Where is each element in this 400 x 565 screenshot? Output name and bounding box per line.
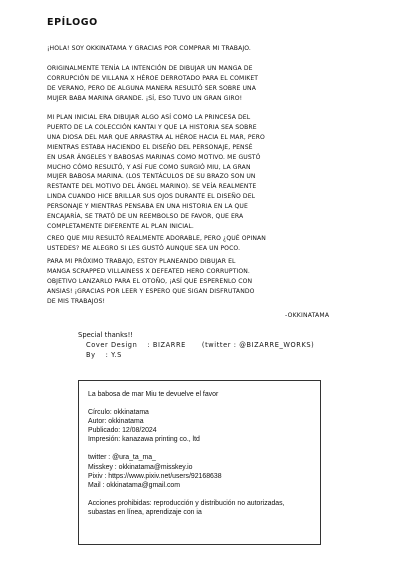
epilogue-paragraph-greeting: ¡HOLA! SOY OKKINATAMA Y GRACIAS POR COMPRAR MI TRABAJO. bbox=[47, 45, 251, 52]
book-title: La babosa de mar Miu te devuelve el favor bbox=[88, 391, 219, 398]
published-date: Publicado: 12/08/2024 bbox=[88, 427, 157, 435]
by-label: By bbox=[86, 351, 96, 359]
by-name: : Y.S bbox=[105, 351, 122, 359]
author-info: Autor: okkinatama bbox=[88, 418, 144, 426]
colophon-box bbox=[78, 380, 321, 545]
misskey-contact: Misskey : okkinatama@misskey.io bbox=[88, 463, 193, 471]
epilogue-paragraph-next-work: PARA MI PRÓXIMO TRABAJO, ESTOY PLANEANDO DIBUJAR EL MANGA SCRAPPED VILLAINESS X DEFEATED HERO CORRUPTION. OBJETIVO LANZARLO PARA EL OTOÑO, ¡ASÍ QUE ESPERENLO CON ANSIAS! ¡GRACIAS POR LEER Y ESPERO QUE SIGAN DISFRUTANDO DE MIS TRABAJOS! bbox=[47, 258, 255, 305]
printing-info: Impresión: kanazawa printing co., ltd bbox=[88, 436, 200, 444]
epilogue-paragraph-opinion: CREO QUE MIU RESULTÓ REALMENTE ADORABLE, PERO ¿QUÉ OPINAN USTEDES? ME ALEGRO SI LES GUSTÓ AUNQUE SEA UN POCO. bbox=[47, 235, 266, 252]
cover-design-label: Cover Design bbox=[86, 341, 138, 349]
circle-info: Círculo: okkinatama bbox=[88, 409, 149, 417]
by-credit bbox=[86, 350, 378, 360]
mail-contact: Mail : okkinatama@gmail.com bbox=[88, 481, 181, 489]
cover-design-twitter: (twitter : @BIZARRE_WORKS) bbox=[201, 341, 315, 349]
special-thanks bbox=[78, 330, 378, 360]
prohibited-actions-line-2: subastas en línea, aprendizaje con ia bbox=[88, 508, 202, 516]
epilogue-paragraph-intent: ORIGINALMENTE TENÍA LA INTENCIÓN DE DIBUJAR UN MANGA DE CORRUPCIÓN DE VILLANA X HÉROE DERROTADO PARA EL COMIKET DE VERANO, PERO DE ALGUNA MANERA RESULTÓ SER SOBRE UNA MUJER BABA MARINA GRANDE. ¡SÍ, ESO TUVO UN GRAN GIRO! bbox=[47, 65, 259, 102]
special-thanks-title: Special thanks!! bbox=[78, 331, 134, 339]
epilogue-paragraph-plan: MI PLAN INICIAL ERA DIBUJAR ALGO ASÍ COMO LA PRINCESA DEL PUERTO DE LA COLECCIÓN KANTAI Y QUE LA HISTORIA SEA SOBRE UNA DIOSA DEL MAR QUE ARRASTRA AL HÉROE HACIA EL MAR, PERO MIENTRAS ESTABA HACIENDO EL DISEÑO DEL PERSONAJE, PENSÉ EN USAR ÁNGELES Y BABOSAS MARINAS COMO MOTIVO. ME GUSTÓ MUCHO CÓMO RESULTÓ, Y ASÍ FUE COMO SURGIÓ MIU, LA GRAN MUJER BABOSA MARINA. (LOS TENTÁCULOS DE SU BRAZO SON UN RESTANTE DEL MOTIVO DEL ÁNGEL MARINO). SE VEÍA REALMENTE LINDA CUANDO HICE BRILLAR SUS OJOS DURANTE EL DISEÑO DEL PERSONAJE Y MIENTRAS PENSABA EN UNA HISTORIA EN LA QUE ENCAJARÍA, SE TRATÓ DE UN REEMBOLSO DE FAVOR, QUE ERA COMPLETAMENTE DIFERENTE AL PLAN INICIAL. bbox=[47, 114, 265, 230]
prohibited-actions-line-1: Acciones prohibidas: reproducción y distribución no autorizadas, bbox=[88, 499, 285, 507]
pixiv-contact: Pixiv : https://www.pixiv.net/users/92168638 bbox=[88, 472, 222, 480]
twitter-contact: twitter : @ura_ta_ma_ bbox=[88, 454, 156, 462]
cover-design-credit bbox=[86, 340, 378, 350]
epilogue-title: EPÍLOGO bbox=[47, 17, 98, 28]
cover-design-name: : BIZARRE bbox=[147, 341, 186, 349]
author-signature: -OKKINATAMA bbox=[285, 312, 330, 319]
